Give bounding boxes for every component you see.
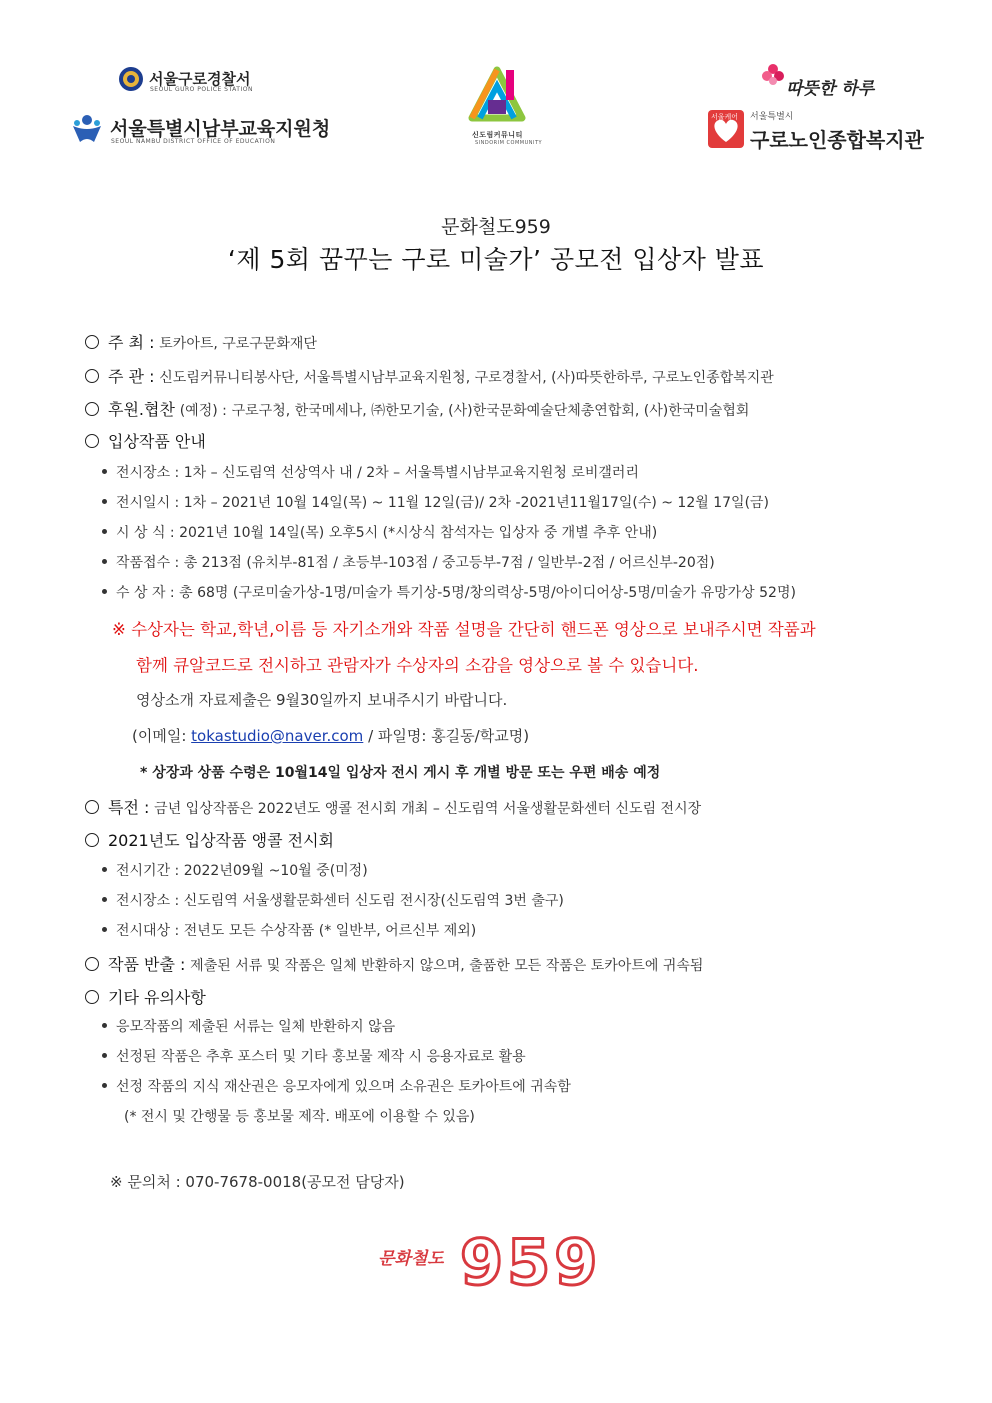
list-item	[102, 920, 476, 940]
education-emblem-icon	[70, 112, 104, 146]
encore-heading	[85, 828, 334, 851]
contact-line: ※ 문의처 : 070-7678-0018(공모전 담당자)	[110, 1173, 405, 1191]
circle-bullet-icon	[85, 369, 99, 383]
organizer-value: 신도림커뮤니티봉사단, 서울특별시남부교육지원청, 구로경찰서, (사)따뜻한하루, 구로노인종합복지관	[159, 370, 774, 386]
list-item	[102, 582, 796, 602]
circle-bullet-icon	[85, 833, 99, 847]
organizer-label: 주 관 :	[108, 367, 155, 386]
encore-label: 2021년도 입상작품 앵콜 전시회	[108, 831, 334, 850]
sponsor-note: (예정) :	[179, 403, 227, 419]
bullet-dot-icon	[102, 867, 107, 872]
guide-item-text: 전시장소 : 1차 – 신도림역 선상역사 내 / 2차 – 서울특별시남부교육지원청 로비갤러리	[116, 465, 639, 481]
return-label: 작품 반출 :	[108, 955, 186, 974]
guide-item-text: 수 상 자 : 총 68명 (구로미술가상-1명/미술가 특기상-5명/창의력상-5명/아이디어상-5명/미술가 유망가상 52명)	[116, 585, 796, 601]
return-row	[85, 952, 703, 975]
guide-heading	[85, 429, 206, 452]
circle-bullet-icon	[85, 990, 99, 1004]
bullet-dot-icon	[102, 469, 107, 474]
bullet-dot-icon	[102, 529, 107, 534]
community-logo-name: 신도림커뮤니티	[472, 131, 523, 139]
list-item	[102, 860, 368, 880]
sponsor-label: 후원.협찬	[108, 400, 175, 419]
bullet-dot-icon	[102, 499, 107, 504]
police-emblem-icon	[118, 66, 144, 92]
footer-logo-text: 문화철도	[378, 1249, 444, 1269]
list-item	[102, 890, 564, 910]
bullet-dot-icon	[102, 1053, 107, 1058]
host-value: 토카아트, 구로구문화재단	[159, 336, 317, 352]
bullet-dot-icon	[102, 1083, 107, 1088]
list-item	[102, 552, 715, 572]
encore-item-text: 전시장소 : 신도림역 서울생활문화센터 신도림 전시장(신도림역 3번 출구)	[116, 893, 564, 909]
logo-community	[466, 66, 543, 150]
host-label: 주 최 :	[108, 333, 155, 352]
email-link[interactable]: tokastudio@naver.com	[191, 727, 364, 745]
bullet-dot-icon	[102, 559, 107, 564]
community-logo-sub: SINDORIM COMMUNITY	[475, 140, 543, 146]
circle-bullet-icon	[85, 335, 99, 349]
red-notice-line2: 함께 큐알코드로 전시하고 관람자가 수상자의 소감을 영상으로 볼 수 있습니다.	[136, 656, 699, 675]
bullet-dot-icon	[102, 1023, 107, 1028]
benefit-value: 금년 입상작품은 2022년도 앵콜 전시회 개최 – 신도림역 서울생활문화센터 신도림 전시장	[154, 801, 702, 817]
circle-bullet-icon	[85, 402, 99, 416]
email-suffix: / 파일명: 홍길동/학교명)	[363, 727, 530, 745]
sponsor-row	[85, 397, 749, 420]
bullet-dot-icon	[102, 589, 107, 594]
red-notice-line1: ※ 수상자는 학교,학년,이름 등 자기소개와 작품 설명을 간단히 핸드폰 영상으로 보내주시면 작품과	[112, 620, 816, 639]
benefit-label: 특전 :	[108, 798, 150, 817]
guide-item-text: 전시일시 : 1차 – 2021년 10월 14일(목) ~ 11월 12일(금)/ 2차 -2021년11월17일(수) ~ 12월 17일(금)	[116, 495, 770, 511]
guide-item-text: 작품접수 : 총 213점 (유치부-81점 / 초등부-103점 / 중고등부-7점 / 일반부-2점 / 어르신부-20점)	[116, 555, 715, 571]
email-line	[132, 725, 529, 746]
other-item-text: 응모작품의 제출된 서류는 일체 반환하지 않음	[116, 1019, 396, 1035]
other-item-text: 선정 작품의 지식 재산권은 응모자에게 있으며 소유권은 토카아트에 귀속함	[116, 1079, 571, 1095]
circle-bullet-icon	[85, 434, 99, 448]
welfare-logo-name: 구로노인종합복지관	[750, 128, 924, 152]
warmday-logo-name: 따뜻한 하루	[786, 79, 875, 99]
other-sub-note: (* 전시 및 간행물 등 홍보물 제작. 배포에 이용할 수 있음)	[124, 1109, 475, 1125]
bullet-dot-icon	[102, 927, 107, 932]
education-logo-name: 서울특별시남부교육지원청	[110, 118, 331, 140]
other-heading	[85, 985, 206, 1008]
list-item	[102, 492, 769, 512]
welfare-region: 서울특별시	[750, 112, 794, 122]
host-row	[85, 330, 317, 353]
other-item-text: 선정된 작품은 추후 포스터 및 기타 홍보물 제작 시 응용자료로 활용	[116, 1049, 526, 1065]
page-title: ‘제 5회 꿈꾸는 구로 미술가’ 공모전 입상자 발표	[227, 245, 765, 274]
list-item	[102, 462, 639, 482]
email-prefix: (이메일:	[132, 727, 192, 745]
education-logo-sub: SEOUL NAMBU DISTRICT OFFICE OF EDUCATION	[111, 138, 276, 145]
community-house-icon	[466, 66, 528, 128]
organizer-row	[85, 364, 774, 387]
police-logo-name: 서울구로경찰서	[149, 70, 251, 88]
return-value: 제출된 서류 및 작품은 일체 반환하지 않으며, 출품한 모든 작품은 토카아트에 귀속됨	[190, 958, 704, 974]
bullet-dot-icon	[102, 897, 107, 902]
circle-bullet-icon	[85, 957, 99, 971]
list-item	[102, 1046, 526, 1066]
guide-label: 입상작품 안내	[108, 432, 206, 451]
guide-item-text: 시 상 식 : 2021년 10월 14일(목) 오후5시 (*시상식 참석자는 입상자 중 개별 추후 안내)	[116, 525, 658, 541]
video-note: 영상소개 자료제출은 9월30일까지 보내주시기 바랍니다.	[136, 691, 508, 709]
welfare-badge: 서울케어	[711, 113, 739, 121]
list-item	[102, 522, 657, 542]
footer-logo-number: 959	[460, 1226, 602, 1299]
page-subtitle: 문화철도959	[441, 216, 551, 238]
award-note: * 상장과 상품 수령은 10월14일 입상자 전시 게시 후 개별 방문 또는 우편 배송 예정	[140, 765, 661, 781]
other-label: 기타 유의사항	[108, 988, 206, 1007]
benefit-row	[85, 795, 701, 818]
flower-icon	[760, 62, 786, 88]
encore-item-text: 전시기간 : 2022년09월 ~10월 중(미정)	[116, 863, 368, 879]
sponsor-value: 구로구청, 한국메세나, ㈜한모기술, (사)한국문화예술단체총연합회, (사)한국미술협회	[231, 403, 750, 419]
police-logo-sub: SEOUL GURO POLICE STATION	[150, 86, 253, 93]
encore-item-text: 전시대상 : 전년도 모든 수상작품 (* 일반부, 어르신부 제외)	[116, 923, 477, 939]
footer-logo	[378, 1226, 618, 1306]
list-item	[102, 1016, 395, 1036]
list-item	[102, 1076, 571, 1096]
circle-bullet-icon	[85, 800, 99, 814]
